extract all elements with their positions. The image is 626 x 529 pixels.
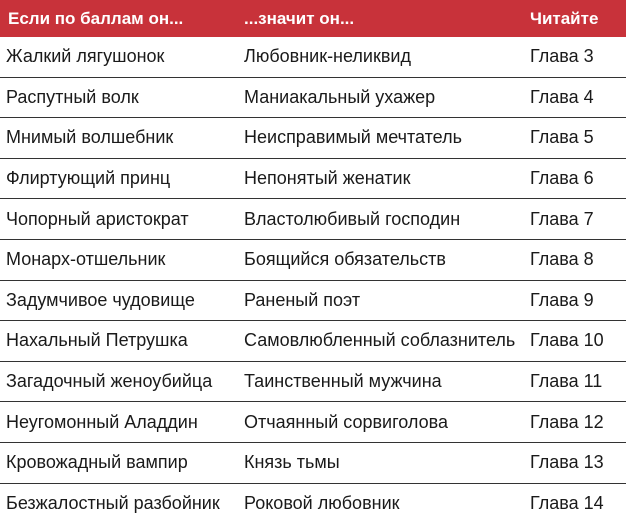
cell-meaning: Роковой любовник [244,493,400,514]
cell-chapter: Глава 8 [530,249,594,270]
header-meaning: ...значит он... [244,8,355,28]
cell-chapter: Глава 7 [530,208,594,229]
cell-meaning: Властолюбивый господин [244,208,461,229]
table-row [0,443,626,484]
cell-score-type: Неугомонный Аладдин [6,411,198,432]
table-row [0,362,626,403]
cell-score-type: Задумчивое чудовище [6,289,195,310]
cell-score-type: Флиртующий принц [6,168,171,189]
cell-chapter: Глава 3 [530,46,594,67]
cell-chapter: Глава 6 [530,168,594,189]
header-read: Читайте [530,8,599,28]
table-row [0,402,626,443]
cell-meaning: Раненый поэт [244,289,361,310]
cell-chapter: Глава 12 [530,411,604,432]
cell-score-type: Монарх-отшельник [6,249,166,270]
cell-score-type: Кровожадный вампир [6,452,188,473]
cell-score-type: Мнимый волшебник [6,127,174,148]
table-row [0,159,626,200]
cell-meaning: Отчаянный сорвиголова [244,411,448,432]
cell-chapter: Глава 10 [530,330,604,351]
cell-chapter: Глава 13 [530,452,604,473]
cell-chapter: Глава 11 [530,371,603,392]
table-row [0,199,626,240]
cell-chapter: Глава 14 [530,493,604,514]
cell-meaning: Князь тьмы [244,452,340,473]
cell-meaning: Таинственный мужчина [244,371,442,392]
cell-score-type: Распутный волк [6,86,139,107]
table-row [0,281,626,322]
table-body [0,37,626,524]
table-row [0,321,626,362]
header-score-type: Если по баллам он... [8,8,184,28]
cell-chapter: Глава 5 [530,127,594,148]
cell-score-type: Жалкий лягушонок [6,46,165,67]
cell-chapter: Глава 9 [530,289,594,310]
table-row [0,78,626,119]
cell-score-type: Загадочный женоубийца [6,371,213,392]
cell-meaning: Маниакальный ухажер [244,86,436,107]
cell-score-type: Нахальный Петрушка [6,330,188,351]
cell-meaning: Любовник-неликвид [244,46,411,67]
table-row [0,118,626,159]
table-row [0,484,626,525]
table-row [0,37,626,78]
table-row [0,240,626,281]
cell-score-type: Чопорный аристократ [6,208,189,229]
cell-chapter: Глава 4 [530,86,594,107]
cell-meaning: Боящийся обязательств [244,249,446,270]
cell-meaning: Самовлюбленный соблазнитель [244,330,516,351]
cell-meaning: Неисправимый мечтатель [244,127,462,148]
cell-meaning: Непонятый женатик [244,168,411,189]
table-header [0,0,626,37]
cell-score-type: Безжалостный разбойник [6,493,220,514]
